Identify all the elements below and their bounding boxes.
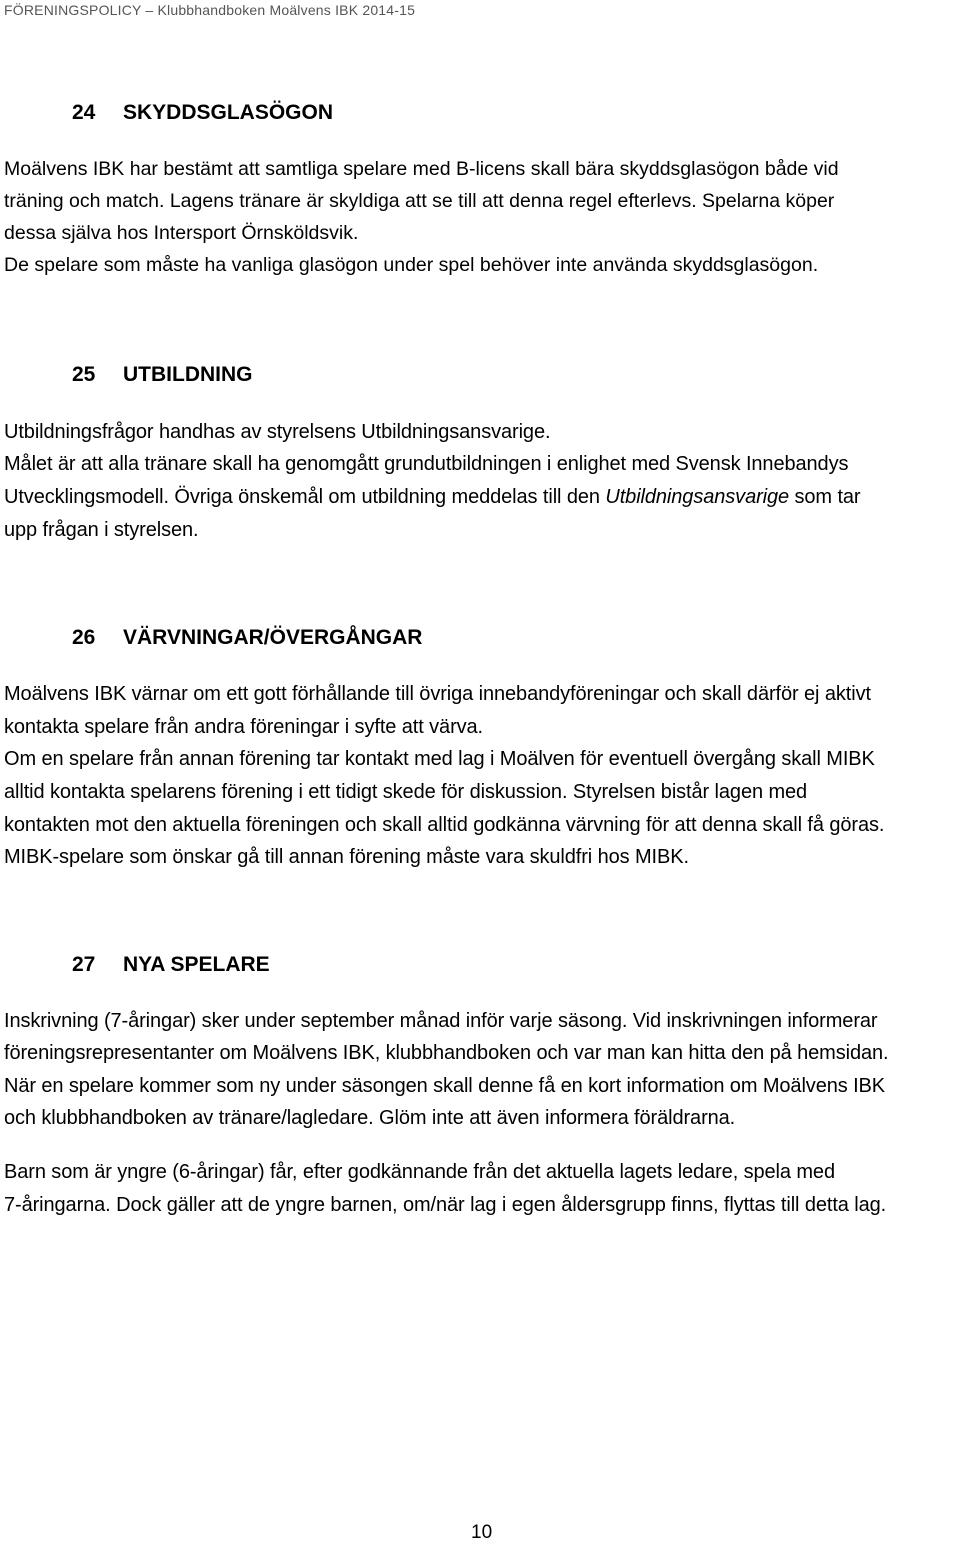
section-number: 25 [72,363,96,386]
paragraph-line: De spelare som måste ha vanliga glasögon under spel behöver inte använda skyddsglasögon. [4,254,819,276]
paragraph-line: MIBK-spelare som önskar gå till annan förening måste vara skuldfri hos MIBK. [4,846,689,868]
section-title: SKYDDSGLASÖGON [123,101,334,124]
paragraph-line: Om en spelare från annan förening tar kontakt med lag i Moälven för eventuell övergång skall MIBK [4,748,875,770]
paragraph-line: kontakten mot den aktuella föreningen och skall alltid godkänna värvning för att denna skall få göras. [4,814,885,836]
page-number: 10 [471,1522,493,1543]
paragraph-line: Utbildningsfrågor handhas av styrelsens Utbildningsansvarige. [4,421,551,443]
paragraph-line: dessa själva hos Intersport Örnsköldsvik. [4,222,359,244]
paragraph-line: Moälvens IBK värnar om ett gott förhållande till övriga innebandyföreningar och skall därför ej aktivt [4,683,871,705]
paragraph-line: 7-åringarna. Dock gäller att de yngre barnen, om/när lag i egen åldersgrupp finns, flyttas till detta lag. [4,1194,887,1216]
section-number: 27 [72,953,96,976]
section-title: UTBILDNING [123,363,253,386]
paragraph-line: När en spelare kommer som ny under säsongen skall denne få en kort information om Moälvens IBK [4,1075,886,1097]
section-26-heading [72,626,422,650]
section-25-heading [72,363,253,387]
paragraph-line: upp frågan i styrelsen. [4,519,199,541]
paragraph-line: kontakta spelare från andra föreningar i syfte att värva. [4,716,484,738]
paragraph-line: Moälvens IBK har bestämt att samtliga spelare med B-licens skall bära skyddsglasögon både vid [4,158,839,180]
section-title: VÄRVNINGAR/ÖVERGÅNGAR [123,626,423,649]
section-number: 24 [72,101,96,124]
section-27-heading [72,953,270,977]
section-24-heading [72,101,333,125]
section-title: NYA SPELARE [123,953,270,976]
paragraph-line [4,486,860,509]
text-run: som tar [789,486,861,508]
text-run: Utvecklingsmodell. Övriga önskemål om utbildning meddelas till den [4,486,606,508]
paragraph-line: träning och match. Lagens tränare är skyldiga att se till att denna regel efterlevs. Spelarna köper [4,190,835,212]
paragraph-line: alltid kontakta spelarens förening i ett tidigt skede för diskussion. Styrelsen bistår lagen med [4,781,808,803]
paragraph-line: Barn som är yngre (6-åringar) får, efter godkännande från det aktuella lagets ledare, spela med [4,1161,835,1183]
paragraph-line: Målet är att alla tränare skall ha genomgått grundutbildningen i enlighet med Svensk Innebandys [4,453,849,475]
running-header: FÖRENINGSPOLICY – Klubbhandboken Moälvens IBK 2014-15 [4,2,416,18]
paragraph-line: och klubbhandboken av tränare/lagledare. Glöm inte att även informera föräldrarna. [4,1107,736,1129]
section-number: 26 [72,626,96,649]
paragraph-line: Inskrivning (7-åringar) sker under september månad inför varje säsong. Vid inskrivningen informerar [4,1010,878,1032]
role-name-italic: Utbildningsansvarige [605,486,790,508]
paragraph-line: föreningsrepresentanter om Moälvens IBK, klubbhandboken och var man kan hitta den på hemsidan. [4,1042,889,1064]
